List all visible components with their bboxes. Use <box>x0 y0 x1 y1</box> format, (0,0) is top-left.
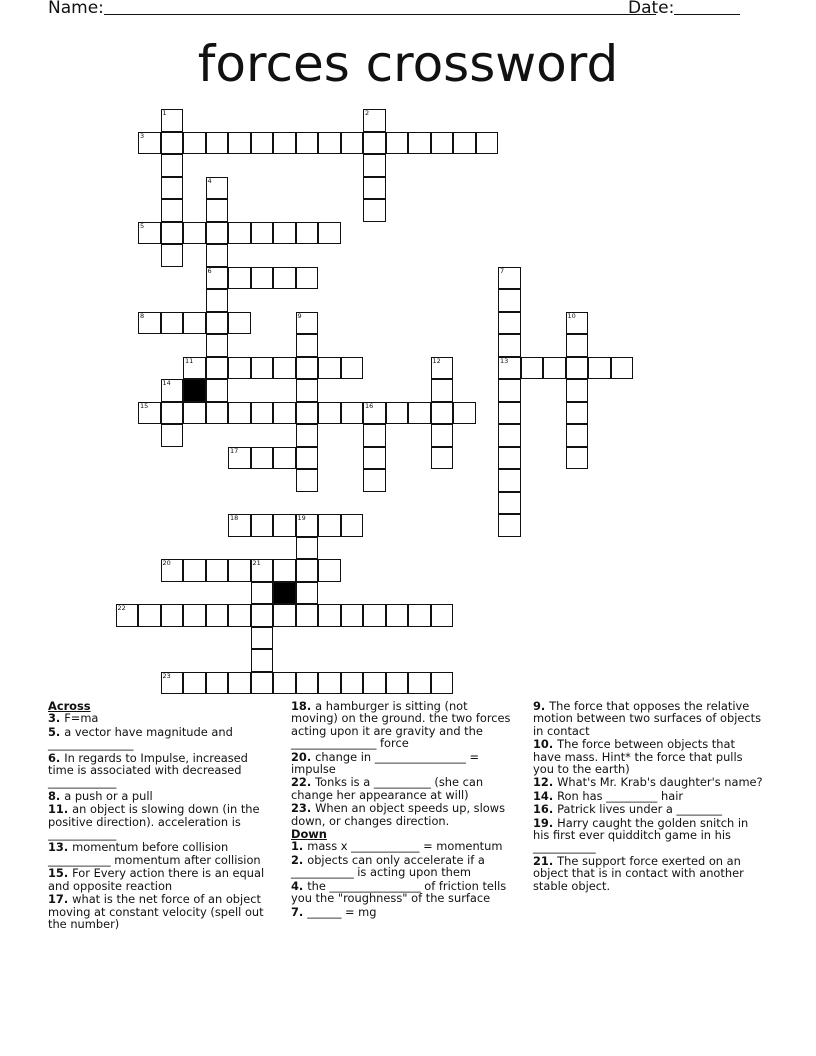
clue-number: 17 <box>230 446 239 455</box>
clue-number: 5 <box>140 221 145 230</box>
name-label: Name: <box>48 0 104 18</box>
clue-text: a vector have magnitude and _______________ <box>48 724 233 752</box>
clue-item <box>533 738 765 775</box>
answer-cell[interactable] <box>161 109 184 132</box>
clue-item <box>48 803 273 840</box>
answer-cell[interactable] <box>363 199 386 222</box>
answer-cell[interactable] <box>566 357 589 380</box>
answer-cell[interactable] <box>296 424 319 447</box>
answer-cell[interactable] <box>521 357 544 380</box>
answer-cell[interactable] <box>228 559 251 582</box>
answer-cell[interactable] <box>206 334 229 357</box>
clue-num: 6. <box>48 750 65 765</box>
answer-cell[interactable] <box>138 402 161 425</box>
clue-number: 15 <box>140 401 149 410</box>
clue-num: 14. <box>533 788 558 803</box>
clue-num: 16. <box>533 802 558 817</box>
answer-cell[interactable] <box>228 604 251 627</box>
answer-cell[interactable] <box>408 604 431 627</box>
clue-item <box>48 712 273 724</box>
clue-num: 20. <box>291 749 316 764</box>
answer-cell[interactable] <box>206 244 229 267</box>
answer-cell[interactable] <box>386 402 409 425</box>
answer-cell[interactable] <box>498 424 521 447</box>
clue-item <box>291 802 516 827</box>
answer-cell[interactable] <box>431 447 454 470</box>
answer-cell[interactable] <box>228 447 251 470</box>
answer-cell[interactable] <box>296 514 319 537</box>
answer-cell[interactable] <box>363 469 386 492</box>
clue-item <box>533 803 765 815</box>
clue-text: Ron has _________ hair <box>557 788 684 803</box>
answer-cell[interactable] <box>183 312 206 335</box>
clue-item <box>291 880 516 905</box>
clue-number: 1 <box>162 109 167 117</box>
answer-cell[interactable] <box>206 379 229 402</box>
clue-number: 4 <box>207 176 212 185</box>
answer-cell[interactable] <box>296 334 319 357</box>
answer-cell[interactable] <box>251 604 274 627</box>
answer-cell[interactable] <box>363 604 386 627</box>
answer-cell[interactable] <box>206 357 229 380</box>
clue-number: 21 <box>252 559 261 567</box>
answer-cell[interactable] <box>206 289 229 312</box>
clue-text: objects can only accelerate if a ___________ is acting upon them <box>291 852 485 880</box>
answer-cell[interactable] <box>453 402 476 425</box>
answer-cell[interactable] <box>296 402 319 425</box>
clue-item <box>291 700 516 750</box>
clue-item <box>48 893 273 930</box>
answer-cell[interactable] <box>228 132 251 155</box>
clue-number: 23 <box>162 671 171 680</box>
answer-cell[interactable] <box>251 267 274 290</box>
answer-cell[interactable] <box>431 357 454 380</box>
across-clue-list-continued <box>291 700 516 827</box>
clue-text: the ________________ of friction tells you the "roughness" of the surface <box>291 878 507 906</box>
clue-item <box>48 867 273 892</box>
clue-number: 12 <box>432 356 441 365</box>
answer-cell[interactable] <box>566 312 589 335</box>
answer-cell[interactable] <box>161 379 184 402</box>
answer-cell[interactable] <box>161 199 184 222</box>
answer-cell[interactable] <box>386 132 409 155</box>
answer-cell[interactable] <box>296 469 319 492</box>
answer-cell[interactable] <box>206 199 229 222</box>
clue-text: For Every action there is an equal and opposite reaction <box>48 866 265 893</box>
clue-num: 19. <box>533 815 558 830</box>
answer-cell[interactable] <box>341 402 364 425</box>
clue-text: The force between objects that have mass. Hint* the force that pulls you to the earth) <box>533 737 743 777</box>
clue-text: In regards to Impulse, increased time is associated with decreased ____________ <box>48 750 248 790</box>
answer-cell[interactable] <box>206 312 229 335</box>
answer-cell[interactable] <box>611 357 634 380</box>
clue-number: 18 <box>230 514 239 522</box>
clue-text: The support force exerted on an object that is in contact with another stable object. <box>533 853 744 893</box>
clue-num: 4. <box>291 878 308 893</box>
clue-text: what is the net force of an object moving at constant velocity (spell out the number) <box>48 892 264 931</box>
clue-num: 17. <box>48 892 73 907</box>
across-clue-list <box>48 712 273 930</box>
answer-cell[interactable] <box>183 402 206 425</box>
clue-num: 13. <box>48 840 73 855</box>
answer-cell[interactable] <box>341 672 364 695</box>
answer-cell[interactable] <box>318 514 341 537</box>
clue-text: mass x ____________ = momentum <box>307 839 503 854</box>
answer-cell[interactable] <box>228 267 251 290</box>
answer-cell[interactable] <box>251 582 274 605</box>
answer-cell[interactable] <box>318 604 341 627</box>
answer-cell[interactable] <box>408 672 431 695</box>
clue-text: Tonks is a __________ (she can change her appearance at will) <box>291 775 484 802</box>
clue-item <box>533 817 765 854</box>
answer-cell[interactable] <box>251 447 274 470</box>
answer-cell[interactable] <box>431 132 454 155</box>
answer-cell[interactable] <box>431 424 454 447</box>
answer-cell[interactable] <box>273 222 296 245</box>
answer-cell[interactable] <box>228 222 251 245</box>
clue-number: 20 <box>162 559 171 567</box>
answer-cell[interactable] <box>296 222 319 245</box>
answer-cell[interactable] <box>363 402 386 425</box>
answer-cell[interactable] <box>431 379 454 402</box>
answer-cell[interactable] <box>251 222 274 245</box>
answer-cell[interactable] <box>206 177 229 200</box>
answer-cell[interactable] <box>183 672 206 695</box>
answer-cell[interactable] <box>566 424 589 447</box>
clue-text: The force that opposes the relative motion between two surfaces of objects in contact <box>533 699 762 738</box>
answer-cell[interactable] <box>408 132 431 155</box>
clue-num: 21. <box>533 853 558 868</box>
clue-num: 8. <box>48 788 65 803</box>
answer-cell[interactable] <box>408 402 431 425</box>
answer-cell[interactable] <box>318 132 341 155</box>
clue-item <box>291 906 516 918</box>
clue-item <box>48 726 273 751</box>
clue-item <box>533 855 765 892</box>
clue-number: 22 <box>117 604 126 612</box>
answer-cell[interactable] <box>386 604 409 627</box>
block-cell <box>273 582 296 605</box>
clue-item <box>48 790 273 802</box>
answer-cell[interactable] <box>296 267 319 290</box>
clue-item <box>291 840 516 852</box>
clue-number: 11 <box>185 356 194 365</box>
down-clue-list <box>291 840 516 917</box>
clue-number: 10 <box>567 311 576 320</box>
answer-cell[interactable] <box>296 312 319 335</box>
answer-cell[interactable] <box>206 132 229 155</box>
across-heading: Across <box>48 699 91 713</box>
answer-cell[interactable] <box>296 447 319 470</box>
clue-number: 19 <box>297 514 306 522</box>
answer-cell[interactable] <box>296 132 319 155</box>
clue-item <box>48 841 273 866</box>
answer-cell[interactable] <box>251 514 274 537</box>
answer-cell[interactable] <box>363 447 386 470</box>
answer-cell[interactable] <box>138 604 161 627</box>
answer-cell[interactable] <box>498 334 521 357</box>
answer-cell[interactable] <box>161 402 184 425</box>
answer-cell[interactable] <box>161 312 184 335</box>
answer-cell[interactable] <box>161 424 184 447</box>
answer-cell[interactable] <box>431 672 454 695</box>
clue-num: 2. <box>291 852 308 867</box>
clue-text: momentum before collision ___________ momentum after collision <box>48 840 261 867</box>
answer-cell[interactable] <box>183 132 206 155</box>
answer-cell[interactable] <box>363 109 386 132</box>
clue-num: 18. <box>291 699 316 713</box>
answer-cell[interactable] <box>318 357 341 380</box>
answer-cell[interactable] <box>363 672 386 695</box>
answer-cell[interactable] <box>273 357 296 380</box>
date-label: Date: <box>628 0 675 18</box>
clue-text: a hamburger is sitting (not moving) on the ground. the two forces acting upon it are gravity and the _______________ force <box>291 699 511 751</box>
answer-cell[interactable] <box>183 222 206 245</box>
answer-cell[interactable] <box>296 357 319 380</box>
clue-num: 11. <box>48 802 73 817</box>
answer-cell[interactable] <box>138 312 161 335</box>
answer-cell[interactable] <box>138 132 161 155</box>
answer-cell[interactable] <box>251 559 274 582</box>
answer-cell[interactable] <box>116 604 139 627</box>
answer-cell[interactable] <box>251 627 274 650</box>
answer-cell[interactable] <box>183 604 206 627</box>
clue-text: a push or a pull <box>64 788 153 803</box>
answer-cell[interactable] <box>498 469 521 492</box>
answer-cell[interactable] <box>161 222 184 245</box>
clue-text: change in ________________ = impulse <box>291 749 479 777</box>
answer-cell[interactable] <box>161 672 184 695</box>
answer-cell[interactable] <box>251 357 274 380</box>
down-heading: Down <box>291 827 327 842</box>
answer-cell[interactable] <box>566 334 589 357</box>
answer-cell[interactable] <box>543 357 566 380</box>
clue-number: 6 <box>207 266 212 275</box>
clue-text: What's Mr. Krab's daughter's name? <box>557 775 763 790</box>
answer-cell[interactable] <box>161 132 184 155</box>
answer-cell[interactable] <box>273 559 296 582</box>
answer-cell[interactable] <box>273 132 296 155</box>
answer-cell[interactable] <box>206 604 229 627</box>
answer-cell[interactable] <box>228 514 251 537</box>
clues-column-3 <box>533 700 765 893</box>
answer-cell[interactable] <box>161 244 184 267</box>
answer-cell[interactable] <box>498 514 521 537</box>
clue-text: Harry caught the golden snitch in his first ever quidditch game in his ___________ <box>533 815 749 855</box>
answer-cell[interactable] <box>318 402 341 425</box>
answer-cell[interactable] <box>251 132 274 155</box>
answer-cell[interactable] <box>566 447 589 470</box>
answer-cell[interactable] <box>206 402 229 425</box>
clue-item <box>291 776 516 801</box>
answer-cell[interactable] <box>341 132 364 155</box>
answer-cell[interactable] <box>296 672 319 695</box>
clue-text: F=ma <box>64 711 99 726</box>
answer-cell[interactable] <box>363 424 386 447</box>
answer-cell[interactable] <box>318 559 341 582</box>
clue-text: ______ = mg <box>307 904 377 919</box>
clue-item <box>291 751 516 776</box>
answer-cell[interactable] <box>273 402 296 425</box>
answer-cell[interactable] <box>161 559 184 582</box>
answer-cell[interactable] <box>183 559 206 582</box>
down-clue-list-continued <box>533 700 765 892</box>
clue-num: 12. <box>533 775 558 790</box>
clue-num: 7. <box>291 904 308 919</box>
answer-cell[interactable] <box>498 402 521 425</box>
clue-num: 3. <box>48 711 65 726</box>
answer-cell[interactable] <box>498 447 521 470</box>
answer-cell[interactable] <box>228 402 251 425</box>
answer-cell[interactable] <box>296 559 319 582</box>
block-cell <box>183 379 206 402</box>
clue-num: 9. <box>533 699 550 713</box>
answer-cell[interactable] <box>161 177 184 200</box>
clue-number: 16 <box>365 401 374 410</box>
answer-cell[interactable] <box>566 379 589 402</box>
clue-num: 15. <box>48 866 73 881</box>
answer-cell[interactable] <box>431 604 454 627</box>
clue-item <box>533 790 765 802</box>
clue-number: 3 <box>140 131 145 140</box>
clue-item <box>48 752 273 789</box>
answer-cell[interactable] <box>498 267 521 290</box>
answer-cell[interactable] <box>363 154 386 177</box>
clue-text: an object is slowing down (in the positive direction). acceleration is ____________ <box>48 802 260 842</box>
answer-cell[interactable] <box>273 447 296 470</box>
answer-cell[interactable] <box>228 357 251 380</box>
clue-number: 13 <box>500 356 509 365</box>
answer-cell[interactable] <box>138 222 161 245</box>
answer-cell[interactable] <box>206 672 229 695</box>
clue-number: 14 <box>162 379 171 387</box>
answer-cell[interactable] <box>228 672 251 695</box>
answer-cell[interactable] <box>296 582 319 605</box>
answer-cell[interactable] <box>341 514 364 537</box>
answer-cell[interactable] <box>341 604 364 627</box>
answer-cell[interactable] <box>251 402 274 425</box>
clue-number: 7 <box>500 266 505 275</box>
answer-cell[interactable] <box>588 357 611 380</box>
answer-cell[interactable] <box>341 357 364 380</box>
clue-number: 8 <box>140 311 145 320</box>
answer-cell[interactable] <box>498 357 521 380</box>
answer-cell[interactable] <box>161 154 184 177</box>
clue-item <box>533 776 765 788</box>
answer-cell[interactable] <box>183 357 206 380</box>
answer-cell[interactable] <box>498 379 521 402</box>
page-title: forces crossword <box>197 35 619 93</box>
clues-column-1 <box>48 700 273 931</box>
answer-cell[interactable] <box>251 649 274 672</box>
answer-cell[interactable] <box>498 312 521 335</box>
clue-num: 1. <box>291 839 308 854</box>
clue-num: 10. <box>533 737 558 752</box>
answer-cell[interactable] <box>318 222 341 245</box>
answer-cell[interactable] <box>453 132 476 155</box>
clue-num: 22. <box>291 775 316 790</box>
answer-cell[interactable] <box>228 312 251 335</box>
answer-cell[interactable] <box>296 537 319 560</box>
answer-cell[interactable] <box>206 222 229 245</box>
clue-item <box>533 700 765 737</box>
answer-cell[interactable] <box>273 267 296 290</box>
clue-number: 2 <box>365 109 370 117</box>
answer-cell[interactable] <box>273 672 296 695</box>
answer-cell[interactable] <box>273 514 296 537</box>
clue-num: 5. <box>48 724 65 739</box>
answer-cell[interactable] <box>206 559 229 582</box>
answer-cell[interactable] <box>296 379 319 402</box>
clue-number: 9 <box>297 311 302 320</box>
answer-cell[interactable] <box>431 402 454 425</box>
answer-cell[interactable] <box>566 402 589 425</box>
answer-cell[interactable] <box>296 604 319 627</box>
answer-cell[interactable] <box>273 604 296 627</box>
answer-cell[interactable] <box>161 604 184 627</box>
answer-cell[interactable] <box>363 177 386 200</box>
answer-cell[interactable] <box>363 132 386 155</box>
answer-cell[interactable] <box>318 672 341 695</box>
answer-cell[interactable] <box>498 289 521 312</box>
clues-column-2 <box>291 700 516 919</box>
clue-text: When an object speeds up, slows down, or changes direction. <box>291 801 506 828</box>
clue-text: Patrick lives under a ________ <box>557 802 723 817</box>
clue-item <box>291 854 516 879</box>
answer-cell[interactable] <box>251 672 274 695</box>
answer-cell[interactable] <box>386 672 409 695</box>
clue-num: 23. <box>291 801 316 816</box>
answer-cell[interactable] <box>498 492 521 515</box>
answer-cell[interactable] <box>206 267 229 290</box>
answer-cell[interactable] <box>476 132 499 155</box>
